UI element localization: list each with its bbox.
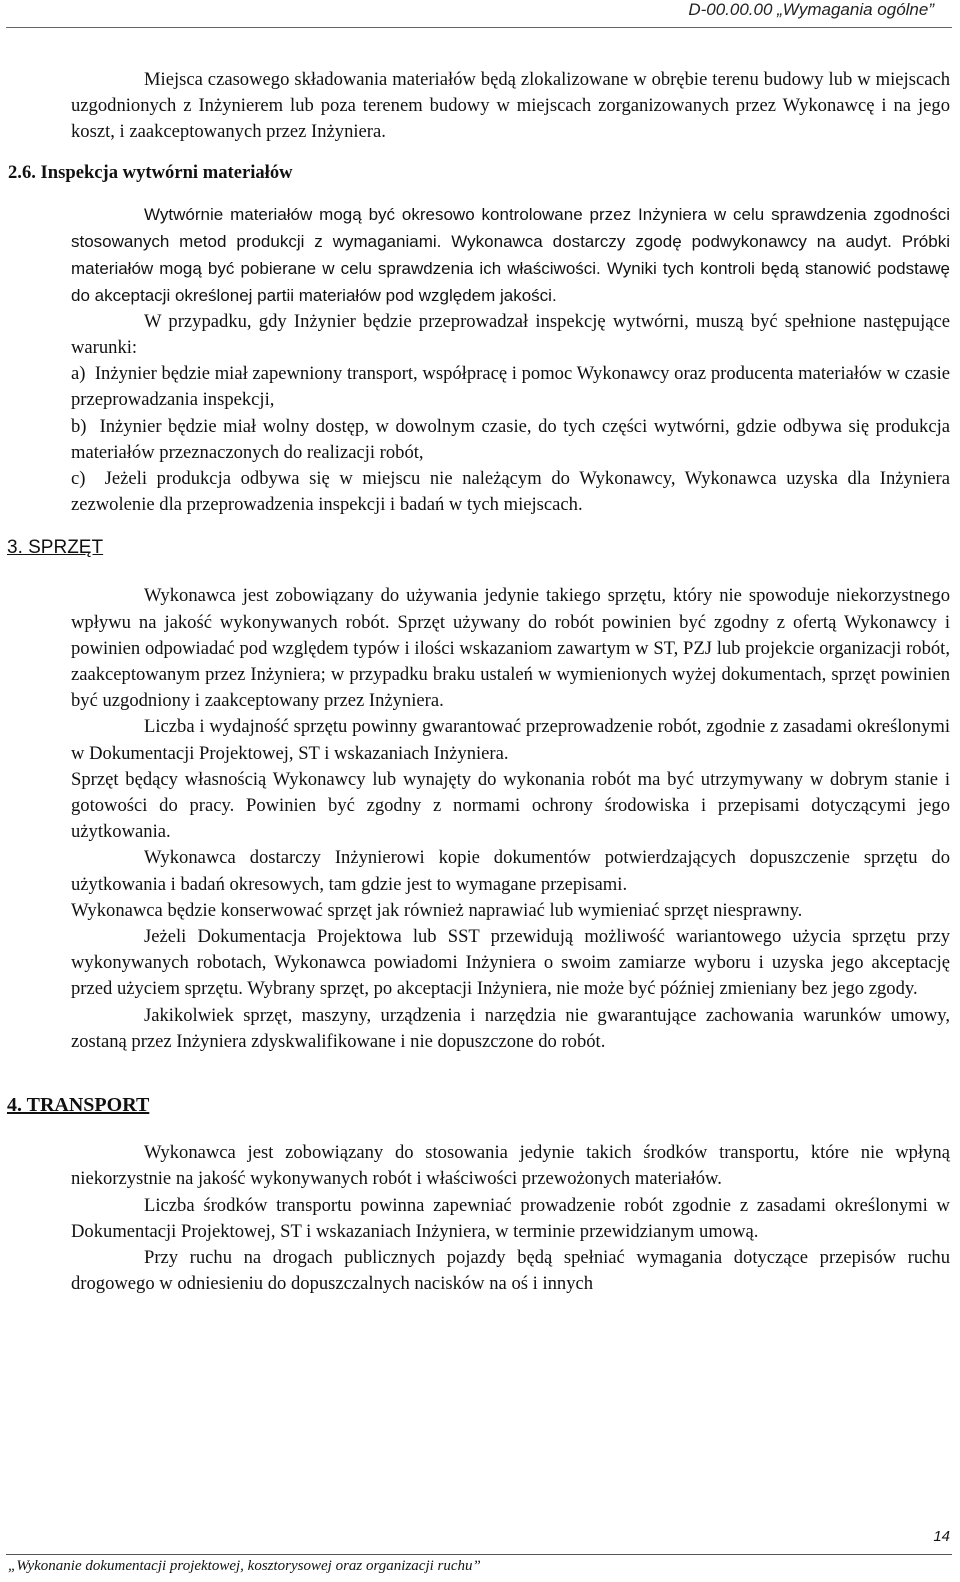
section-4-paragraph-2: Liczba środków transportu powinna zapewniać prowadzenie robót zgodnie z zasadami określonymi w Dokumentacji Projektowej, ST i wskazaniach Inżyniera, w terminie przewidzianym umową.	[71, 1194, 950, 1242]
page-content	[7, 67, 950, 1297]
section-4-heading: 4. TRANSPORT	[7, 1094, 150, 1117]
section-3-paragraph-5: Wykonawca będzie konserwować sprzęt jak również naprawiać lub wymieniać sprzęt niesprawny.	[71, 899, 803, 921]
header-divider	[6, 27, 952, 28]
section-3-paragraph-7: Jakikolwiek sprzęt, maszyny, urządzenia i narzędzia nie gwarantujące zachowania warunków umowy, zostaną przez Inżyniera zdyskwalifikowane i nie dopuszczone do robót.	[71, 1004, 950, 1052]
section-2-6-paragraph-2: W przypadku, gdy Inżynier będzie przeprowadzał inspekcję wytwórni, muszą być spełnione następujące warunki:	[71, 310, 950, 359]
section-3-heading: 3. SPRZĘT	[7, 537, 104, 559]
document-code: D-00.00.00 „Wymagania ogólne”	[688, 0, 934, 19]
footer-divider	[6, 1554, 952, 1555]
section-3-paragraph-1: Wykonawca jest zobowiązany do używania jedynie takiego sprzętu, który nie spowoduje niekorzystnego wpływu na jakość wykonywanych robót. Sprzęt używany do robót powinien być zgodny z ofertą Wykonawcy i powinien odpowiadać pod względem typów i ilości wskazaniom zawartym w ST, PZJ lub projekcie organizacji robót, zaakceptowanym przez Inżyniera; w przypadku braku ustaleń w wymienionych wyżej dokumentach, sprzęt powinien być uzgodniony i zaakceptowany przez Inżyniera.	[71, 585, 950, 712]
condition-c: c) Jeżeli produkcja odbywa się w miejscu nie należącym do Wykonawcy, Wykonawca uzyska dla Inżyniera zezwolenie dla przeprowadzenia inspekcji i badań w tych miejscach.	[71, 468, 950, 516]
section-3-paragraph-3: Sprzęt będący własnością Wykonawcy lub wynajęty do wykonania robót ma być utrzymywany w dobrym stanie i gotowości do pracy. Powinien być zgodny z normami ochrony środowiska i przepisami dotyczącymi jego użytkowania.	[71, 768, 950, 843]
section-2-6-body	[71, 201, 950, 309]
footer-project-title: „Wykonanie dokumentacji projektowej, kosztorysowej oraz organizacji ruchu”	[8, 1558, 481, 1574]
section-3-paragraph-4: Wykonawca dostarczy Inżynierowi kopie dokumentów potwierdzających dopuszczenie sprzętu do użytkowania i badań okresowych, tam gdzie jest to wymagane przepisami.	[71, 847, 950, 895]
section-3-paragraph-6: Jeżeli Dokumentacja Projektowa lub SST przewidują możliwość wariantowego użycia sprzętu przy wykonywanych robotach, Wykonawca powiadomi Inżyniera o swoim zamiarze wyboru i uzyska jego akceptację przed użyciem sprzętu. Wybrany sprzęt, po akceptacji Inżyniera, nie może być później zmieniany bez jego zgody.	[71, 926, 950, 1000]
condition-b: b) Inżynier będzie miał wolny dostęp, w dowolnym czasie, do tych części wytwórni, gdzie odbywa się produkcja materiałów przeznaczonych do realizacji robót,	[71, 415, 950, 463]
section-4-paragraph-1: Wykonawca jest zobowiązany do stosowania jedynie takich środków transportu, które nie wpłyną niekorzystnie na jakość wykonywanych robót i właściwości przewożonych materiałów.	[71, 1142, 950, 1190]
section-3-paragraph-2: Liczba i wydajność sprzętu powinny gwarantować przeprowadzenie robót, zgodnie z zasadami określonymi w Dokumentacji Projektowej, ST i wskazaniach Inżyniera.	[71, 716, 950, 764]
section-2-6-heading: 2.6. Inspekcja wytwórni materiałów	[8, 161, 293, 183]
condition-a: a) Inżynier będzie miał zapewniony transport, współpracę i pomoc Wykonawcy oraz producenta materiałów w czasie przeprowadzania inspekcji,	[71, 363, 950, 411]
intro-paragraph: Miejsca czasowego składowania materiałów będą zlokalizowane w obrębie terenu budowy lub w miejscach uzgodnionych z Inżynierem lub poza terenem budowy w miejscach zorganizowanych przez Wykonawcę i na jego koszt, i zaakceptowanych przez Inżyniera.	[71, 69, 950, 143]
page-number: 14	[933, 1528, 950, 1545]
section-2-6-paragraph-1: Wytwórnie materiałów mogą być okresowo kontrolowane przez Inżyniera w celu sprawdzenia zgodności stosowanych metod produkcji z wymaganiami. Wykonawca dostarczy zgodę podwykonawcy na audyt. Próbki materiałów mogą być pobierane w celu sprawdzenia ich właściwości. Wyniki tych kontroli będą stanowić podstawę do akceptacji określonej partii materiałów pod względem jakości.	[71, 204, 950, 305]
section-4-paragraph-3: Przy ruchu na drogach publicznych pojazdy będą spełniać wymagania dotyczące przepisów ruchu drogowego w odniesieniu do dopuszczalnych nacisków na oś i innych	[71, 1246, 950, 1295]
